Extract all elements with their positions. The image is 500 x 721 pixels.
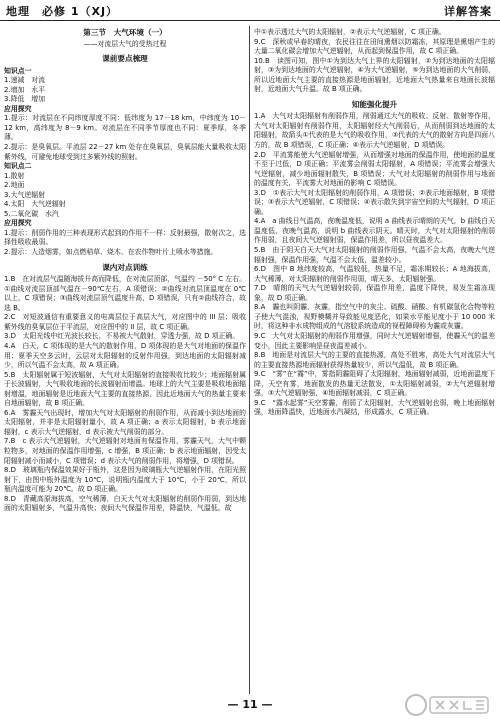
page-number: — 11 — <box>227 698 273 711</box>
answer-item: 8.D 玻璃瓶内保温效果好于瓶外，这是因为玻璃瓶大气逆辐射作用，在阳光照射下，由图中瓶外温度为 10℃，说明瓶内温度大于 10℃，小于 20℃，所以瓶内温度可能为 20℃。故 D 项正确。 <box>4 466 246 494</box>
kp2-item: 2.地面 <box>4 181 25 190</box>
book-title: 地理 必修 1（XJ） <box>6 5 119 18</box>
answer-item: 3.D ①表示大气对太阳辐射的削弱作用，A 项错误；②表示地面辐射，B 项错误；③表示大气逆辐射，C 项错误；④表示散失到宇宙空间的大气辐射，D 项正确。 <box>254 188 495 216</box>
kp2-heading: 知识点二 <box>4 162 32 171</box>
page-header <box>0 0 500 21</box>
answer-item: 9.C 大气对太阳辐射的削弱作用增强，同时大气逆辐射增强，使霾天气的温差变小，因此主要影响是昼夜温差减小。 <box>254 331 495 350</box>
kp1-heading: 知识点一 <box>4 66 32 75</box>
app2-item: 1.提示：削弱作用的三种表现形式起到的作用不一样：反射最强，散射次之，选择性吸收最弱。 <box>4 228 246 247</box>
answer-item: 8.A 霾也叫阴霾、灰霾，指空气中的灰尘、硫酸、硝酸、有机碳氢化合物等粒子使大气混浊，视野模糊并导致能见度恶化，如果水平能见度小于 10 000 米时，将这种非水成物组成的气溶胶系统造成的视程障碍称为霾或灰霾。 <box>254 303 495 331</box>
answer-item: 6.A 雾霾天气出现时，增加大气对太阳辐射的削弱作用，从而减小到达地面的太阳辐射，并非是太阳辐射量小，故 A 项正确；a 表示太阳辐射，b 表示地面辐射，c 表示大气逆辐射，d 表示被大气削弱的部分。 <box>4 408 246 436</box>
answer-item: 2.C 对短波通信有重要意义的电离层位于高层大气，对应图中的 III 层；吸收紫外线的臭氧层位于平流层，对应图中的 II 层，故 C 项正确。 <box>4 313 246 331</box>
answer-item: 9.C 深秋或早春的晴夜，农民往往在田间熏烟以防霜冻，其原理是熏烟产生的大量二氧化碳会增加大气逆辐射，从而起到保温作用，故 C 项正确。 <box>254 37 495 56</box>
watermark-logo-icon <box>404 692 494 720</box>
answer-item: 8.D 青藏高原海拔高，空气稀薄，白天大气对太阳辐射的削弱作用弱，到达地面的太阳辐射多，气温升高快；夜间大气保温作用差，降温快，气温低。故 <box>4 494 246 513</box>
answer-item: 10.B 读图可知，图中①为到达大气上界的太阳辐射，②为到达地面的太阳辐射，③为到达地面的大气逆辐射，④为大气逆辐射，⑤为到达地面的大气削弱，所以近地面大气主要的直接热源是地面辐射，近地面大气热量来自地面长波辐射，近地面大气升温。故 B 项正确。 <box>254 56 495 94</box>
answer-item: 5.B 由于阴天白天大气对太阳辐射的削弱作用强，气温不会太高，夜晚大气逆辐射强，保温作用强，气温不会太低，温差较小。 <box>254 246 495 264</box>
kp1-item: 3.降低 增加 <box>4 95 46 104</box>
answer-item: 7.D 晴朗的天气大气逆辐射较弱，保温作用差，温度下降快，易发生霜冻现象，故 D 项正确。 <box>254 284 495 302</box>
app1-heading: 应用探究 <box>4 104 32 113</box>
answer-item: 中①表示透过大气的太阳辐射，②表示大气逆辐射，C 项正确。 <box>254 28 446 36</box>
kp1-item: 2.增加 水平 <box>4 85 46 94</box>
app1-item: 1.提示：对流层在不同纬度厚度不同：低纬度为 17－18 km，中纬度为 10－12 km，高纬度为 8－9 km。对流层在不同季节厚度也不同：夏季厚，冬季薄。 <box>4 114 246 142</box>
section-title: 第三节 大气环境（一） <box>83 28 167 37</box>
kp1-item: 1.速减 对流 <box>4 76 46 85</box>
answer-item: 2.D 平流雾能使大气逆辐射增强，从而增强对地面的保温作用，使地面的温度不至于过低，D 项正确；平流雾会削弱太阳辐射，A 项错误；平流雾会增强大气逆辐射，减少地面辐射散失，B 项错误；大气对太阳辐射的削弱作用与地面的温度有关，平流雾大对地面的影响 C 项错误。 <box>254 150 495 188</box>
answer-label: 详解答案 <box>444 5 492 18</box>
answer-item: 4.A a 曲线日气温高，夜晚温度低，说明 a 曲线表示晴朗的天气，b 曲线白天温度低，夜晚气温高，说明 b 曲线表示阴天。晴天时，大气对太阳辐射的削弱作用弱，且夜间大气逆辐射弱，保温作用差，所以昼夜温差大。 <box>254 217 495 245</box>
answer-item: 9.C “雾”在“霧”中，雾指阴霾阻碍了太阳辐射，地面辐射减弱，近地面温度下降，天空有雾，地面散发的热量无法散发，①太阳辐射减弱，②大气逆辐射增强，③大气逆辐射强，④地面辐射减弱，C 项正确。 <box>254 370 495 398</box>
answer-item: 9.C “露水起雾”天空雾霾，削弱了太阳辐射，大气逆辐射也弱，晚上地面辐射强，地面降温快，近地面水汽凝结，形成露水，C 项正确。 <box>254 398 495 417</box>
app2-item: 2.提示：人造烟雾，如点燃秸草、烧木、在农作物叶片上喷水等措施。 <box>4 248 218 257</box>
answer-item: 8.B 地面是对流层大气的主要的直接热源，高处不胜寒，高处大气对流层大气的主要直接热源地面辐射获得热量较少，所以气温低，故 B 项正确。 <box>254 351 495 369</box>
right-column <box>254 28 495 418</box>
heading-pre-class: 课前要点梳理 <box>102 54 148 64</box>
kp2-item: 5.二氧化碳 水汽 <box>4 209 59 218</box>
heading-enhancement: 知能强化提升 <box>351 99 398 109</box>
left-column <box>4 28 246 514</box>
answer-item: 7.B c 表示大气逆辐射，大气逆辐射对地面有保温作用，雾霾天气，大气中颗粒物多，对地面的保温作用增强，c 增强，B 项正确；b 表示地面辐射，因受太阳辐射减小而减小，C 项错误；d 表示大气的削弱作用，将增强，D 项错误。 <box>4 437 246 465</box>
answer-item: 4.A 白天，C 项体现的是大气的散射作用，D 项体现的是大气对地面的保温作用；夏季天空多云时，云层对太阳辐射的反射作用强，到达地面的太阳辐射减少，所以气温不会太高，故 A 项正确。 <box>4 341 246 370</box>
answer-item: 1.B 在对流层气温随海拔升高而降低，在对流层顶部，气温约 －50° C 左右。①曲线对流层顶部气温在－90℃左右，A 项错误；②曲线对流层顶温度在 0℃ 以上，C 项错误；③曲线对流层顶气温度升高，D 项错误，只有②曲线符合，故选 B。 <box>4 275 246 312</box>
heading-in-class: 课内对点训练 <box>102 262 148 272</box>
app2-heading: 应用探究 <box>4 219 32 228</box>
kp2-item: 3.大气逆辐射 <box>4 190 46 199</box>
kp2-item: 1.散射 <box>4 171 25 180</box>
answer-item: 5.B 太阳辐射属于短波辐射，大气对太阳辐射的直接吸收比较少；地面辐射属于长波辐射，大气吸收地面的长波辐射而增温。地球上的大气主要是吸收地面辐射增温，地面辐射是近地面大气主要的直接热源，因此近地面大气的热量主要来自地面辐射，故 B 项正确。 <box>4 370 246 408</box>
answer-item: 1.A 大气对太阳辐射有削弱作用，削弱通过大气的吸收、反射、散射等作用，大气对太阳辐射有削弱作用，太阳辐射经大气削弱后，从而削弱到达地面的太阳辐射，故箭头①代表的是大气的吸收作用，③代表的大气的散射方向是四面八方的，故 B 项错误，C 项正确；④表示大气逆辐射，D 项错误。 <box>254 112 495 150</box>
answer-item: 6.D 图中 B 地纬度较高，气温较低，热量不足，霜冻期较长；A 地海拔高，大气稀薄，对太阳辐射的削弱作用弱，晴天多，太阳辐射强。 <box>254 265 495 283</box>
kp2-item: 4.太阳 大气逆辐射 <box>4 200 66 209</box>
column-divider <box>249 26 250 694</box>
section-subtitle: ——对流层大气的受热过程 <box>83 39 167 48</box>
app1-item: 2.提示：是臭氧层。平流层 22－27 km 处存在臭氧层，臭氧层能大量吸收太阳紫外线，可避免地球受到过多紫外线的照射。 <box>4 143 246 161</box>
answer-item: 3.D 太阳光线中红光波长较长，不易被大气散射，穿透力强，故 D 项正确。 <box>4 332 240 341</box>
